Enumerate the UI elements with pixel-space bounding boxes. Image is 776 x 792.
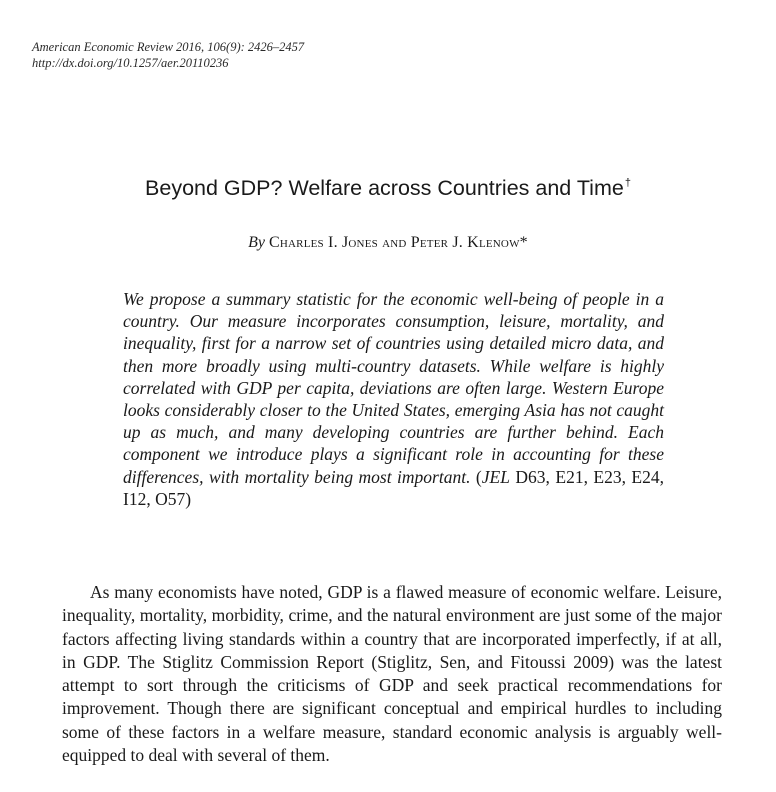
abstract-text: We propose a summary statistic for the economic well-being of people in a country. Our measure incorporates consumption, leisure, mortality, and inequality, first for a narrow set of countries using detailed micro data, and then more broadly using multi-country datasets. While welfare is highly correlated with GDP per capita, deviations are often large. Western Europe looks considerably closer to the United States, emerging Asia has not caught up as much, and many developing countries are further behind. Each component we introduce plays a significant role in accounting for these differences, with mortality being most important. xyxy=(123,289,664,487)
jel-open: ( xyxy=(470,466,482,487)
journal-header xyxy=(32,40,304,71)
author-names: Charles I. Jones and Peter J. Klenow* xyxy=(269,234,528,251)
jel-label: JEL xyxy=(481,466,510,487)
by-label: By xyxy=(248,234,265,251)
journal-citation: American Economic Review 2016, 106(9): 2426–2457 xyxy=(32,40,305,54)
doi-link[interactable]: http://dx.doi.org/10.1257/aer.20110236 xyxy=(32,55,229,70)
paper-title-text: Beyond GDP? Welfare across Countries and Time xyxy=(145,176,624,200)
intro-paragraph xyxy=(62,581,722,767)
paper-title xyxy=(0,176,776,201)
jel-codes: D63, E21, E23, E24, I12, O57) xyxy=(123,466,664,509)
intro-paragraph-text: As many economists have noted, GDP is a flawed measure of economic welfare. Leisure, inequality, mortality, morbidity, crime, and the natural environment are just some of the major factors affecting living standards within a country that are incorporated imperfectly, if at all, in GDP. The Stiglitz Commission Report (Stiglitz, Sen, and Fitoussi 2009) was the latest attempt to sort through the criticisms of GDP and seek practical recommendations for improvement. Though there are significant conceptual and empirical hurdles to including some of these factors in a welfare measure, standard economic analysis is arguably well-equipped to deal with several of them. xyxy=(62,582,722,766)
abstract xyxy=(123,288,664,510)
title-footnote-mark[interactable]: † xyxy=(624,177,631,189)
author-line xyxy=(0,234,776,252)
